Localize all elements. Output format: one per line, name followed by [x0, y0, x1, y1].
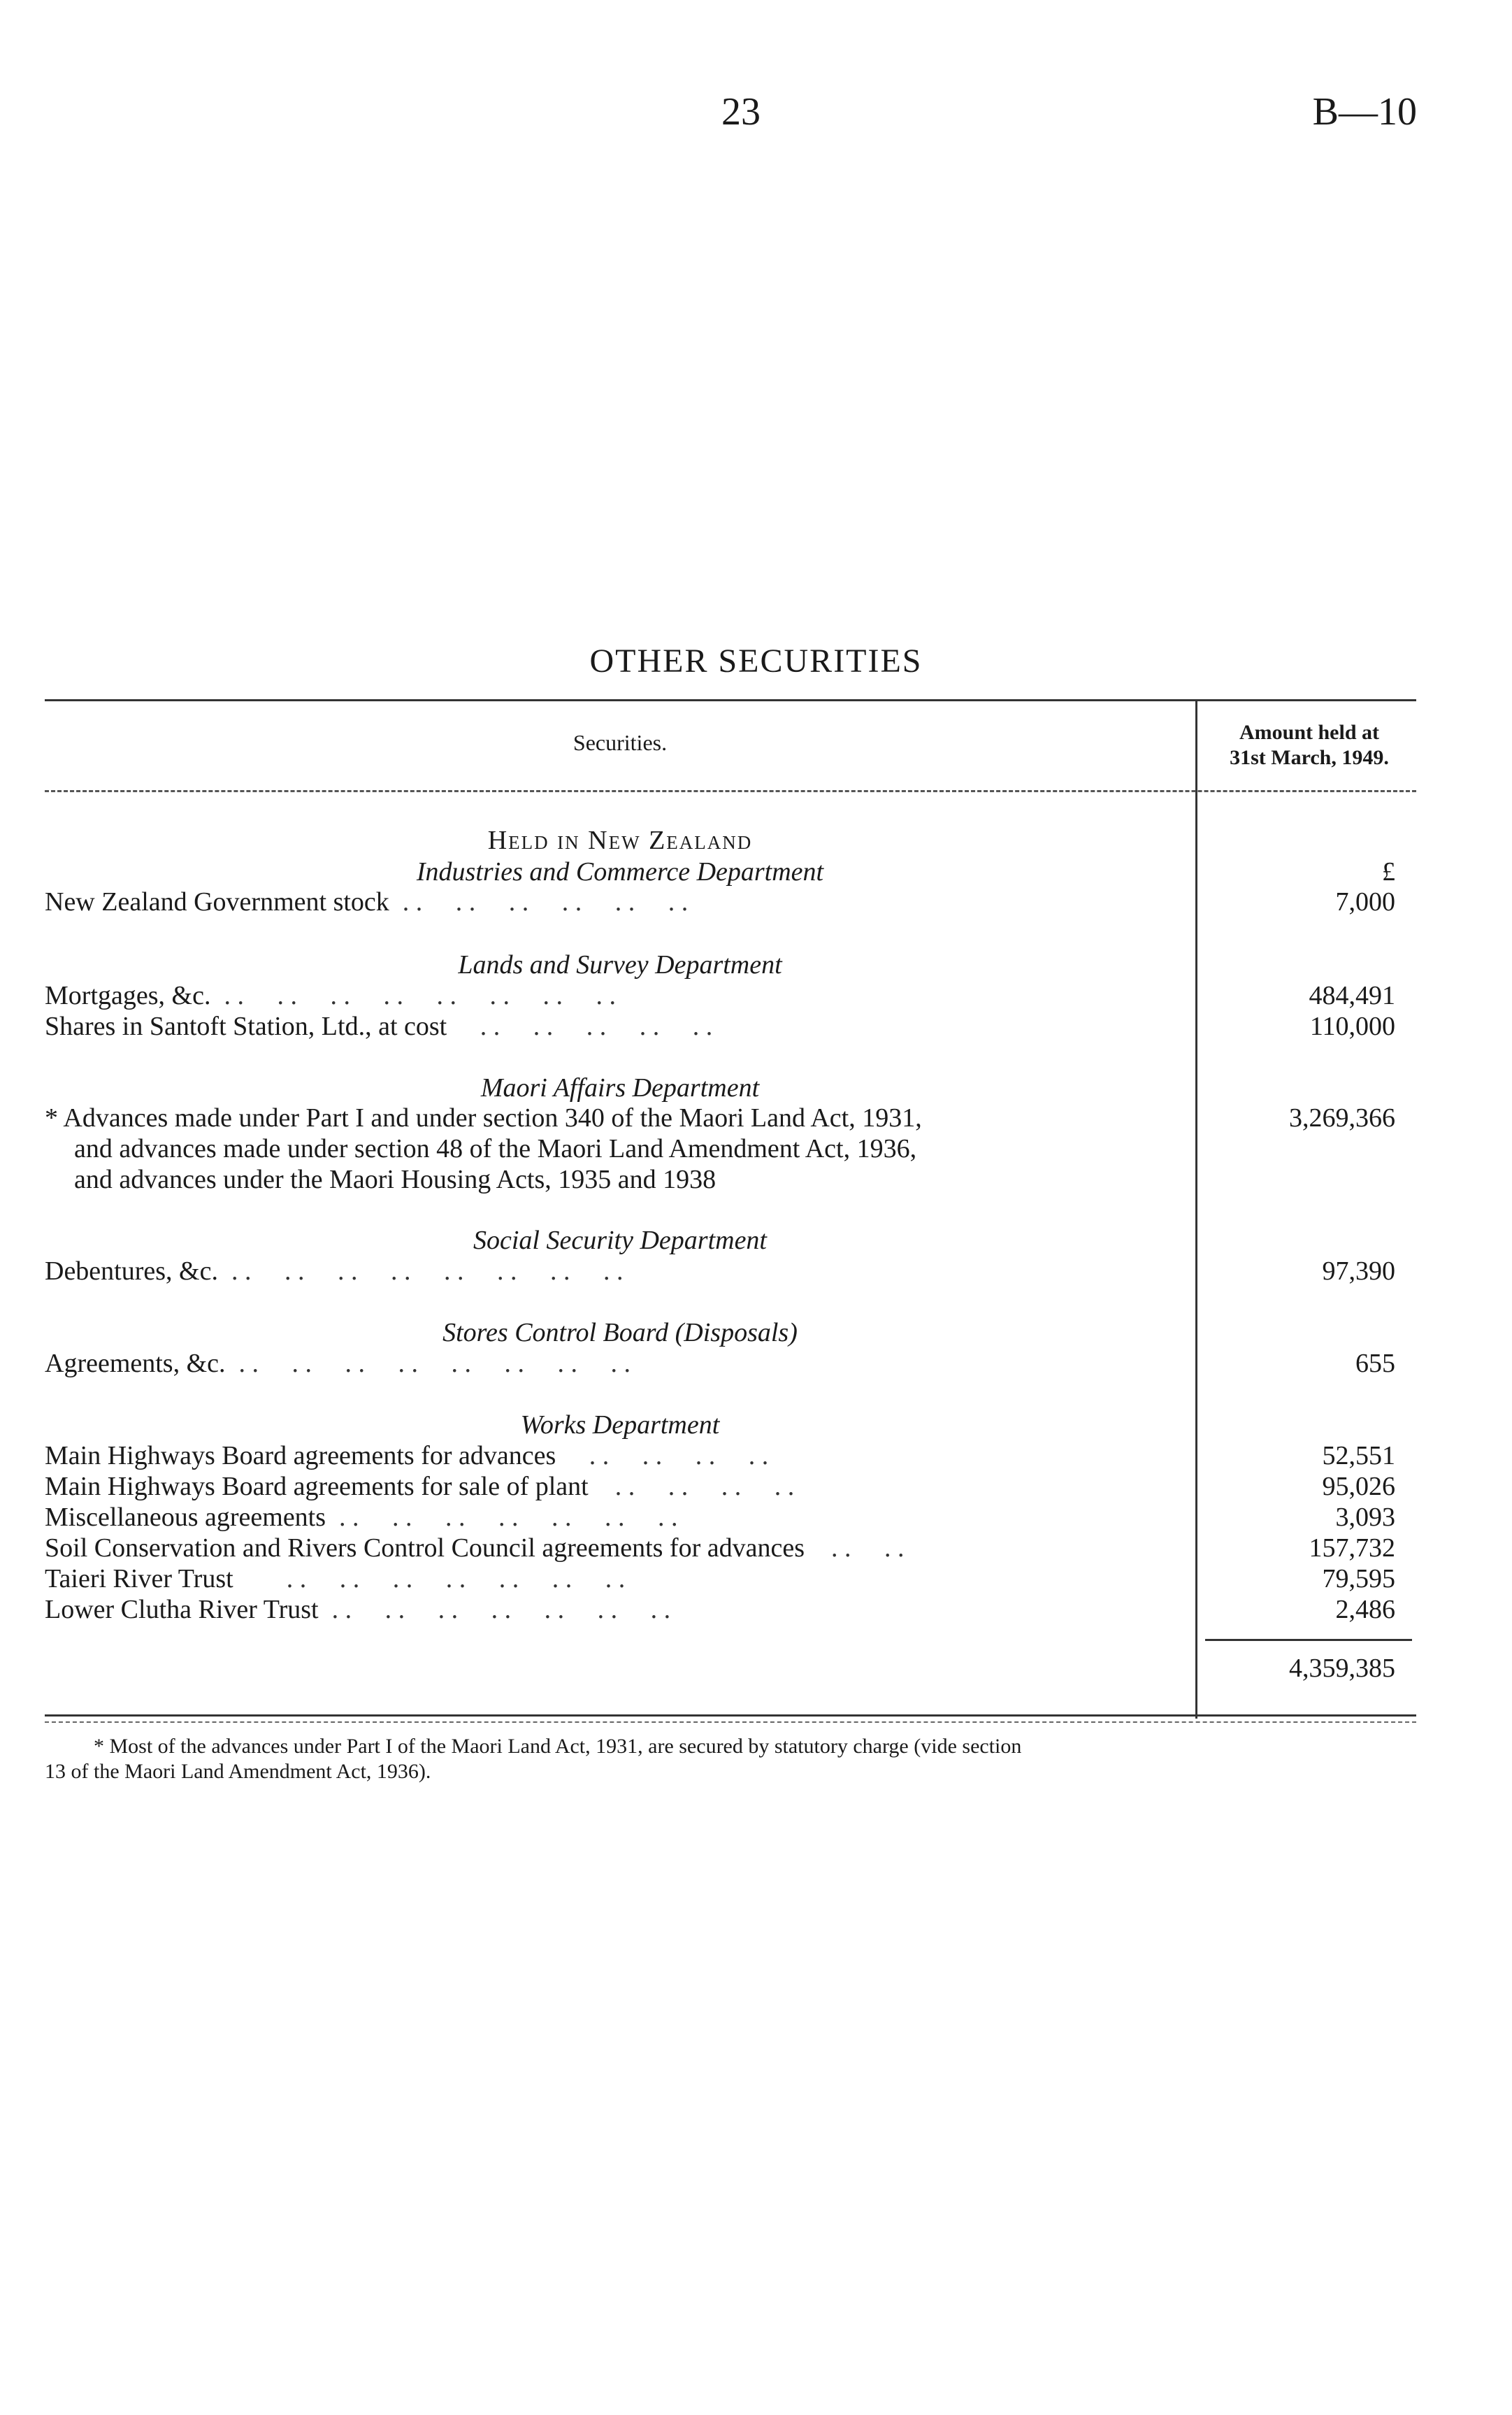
dept-works: Works Department	[520, 1410, 720, 1440]
row-label: Debentures, &c.	[45, 1256, 218, 1286]
row-label: Main Highways Board agreements for advances	[45, 1441, 556, 1470]
dept-social-security: Social Security Department	[473, 1226, 767, 1255]
row-label: Taieri River Trust	[45, 1564, 233, 1593]
table-row	[45, 887, 1184, 917]
row-amount: 484,491	[1309, 981, 1395, 1010]
row-amount: 157,732	[1309, 1533, 1395, 1563]
footnote	[45, 1734, 1416, 1784]
row-label: New Zealand Government stock	[45, 887, 389, 917]
header-rule	[45, 790, 1416, 792]
row-label: Mortgages, &c.	[45, 981, 211, 1010]
row-leader-dots: . . . . . . . . . . . . . . . .	[217, 1256, 624, 1286]
long-line: and advances under the Maori Housing Acts, 1935 and 1938	[74, 1165, 717, 1194]
row-amount: 655	[1355, 1349, 1395, 1378]
row-label: Miscellaneous agreements	[45, 1503, 326, 1532]
table-row	[45, 1594, 1184, 1625]
row-leader-dots: . . . . . . . . . . . .	[389, 887, 689, 917]
long-line: * Advances made under Part I and under section 340 of the Maori Land Act, 1931,	[45, 1103, 922, 1133]
dept-maori-affairs: Maori Affairs Department	[480, 1073, 760, 1103]
dept-stores-control-board: Stores Control Board (Disposals)	[442, 1318, 798, 1347]
row-amount: 7,000	[1335, 887, 1395, 917]
total-amount: 4,359,385	[1289, 1654, 1395, 1683]
securities-table	[45, 699, 1416, 1719]
row-leader-dots: . . . . . . . .	[556, 1441, 769, 1470]
table-row	[45, 1533, 1184, 1563]
row-leader-dots: . . . . . . . . . . . . . . . .	[210, 981, 616, 1010]
column-divider	[1195, 699, 1197, 1719]
table-row	[45, 1471, 1184, 1502]
page-number: 23	[721, 90, 761, 134]
row-amount: 3,093	[1335, 1503, 1395, 1532]
table-row	[45, 1011, 1184, 1042]
row-amount: 97,390	[1322, 1256, 1395, 1286]
row-amount: 3,269,366	[1289, 1103, 1395, 1133]
total-rule	[1205, 1639, 1412, 1641]
header-securities: Securities.	[573, 730, 668, 755]
row-leader-dots: . . . . . . . . . . . . . . . .	[225, 1349, 631, 1378]
maori-advances-text	[45, 1103, 1191, 1195]
header-amount-line1: Amount held at	[1239, 721, 1380, 744]
table-row	[45, 1502, 1184, 1533]
row-leader-dots: . . . .	[805, 1533, 905, 1563]
row-label: Soil Conservation and Rivers Control Council agreements for advances	[45, 1533, 805, 1563]
row-leader-dots: . . . . . . . .	[588, 1472, 795, 1501]
row-leader-dots: . . . . . . . . . . . . . .	[326, 1503, 678, 1532]
footnote-line2: 13 of the Maori Land Amendment Act, 1936).	[45, 1760, 431, 1783]
currency-symbol: £	[1382, 857, 1395, 887]
table-top-rule	[45, 699, 1416, 701]
long-line: and advances made under section 48 of the Maori Land Amendment Act, 1936,	[74, 1134, 917, 1163]
row-label: Agreements, &c.	[45, 1349, 226, 1378]
table-row	[45, 1563, 1184, 1594]
page-title: OTHER SECURITIES	[589, 643, 923, 680]
row-amount: 110,000	[1309, 1012, 1395, 1041]
row-label: Main Highways Board agreements for sale of plant	[45, 1472, 589, 1501]
dept-lands-survey: Lands and Survey Department	[458, 950, 782, 980]
row-amount: 2,486	[1335, 1595, 1395, 1624]
row-leader-dots: . . . . . . . . . .	[447, 1012, 713, 1041]
table-bottom-rule-dashed	[45, 1721, 1416, 1723]
header-amount-line2: 31st March, 1949.	[1230, 746, 1389, 769]
row-amount: 79,595	[1322, 1564, 1395, 1593]
row-leader-dots: . . . . . . . . . . . . . .	[318, 1595, 671, 1624]
table-row	[45, 980, 1184, 1011]
document-code: B—10	[1312, 90, 1417, 134]
table-bottom-rule	[45, 1714, 1416, 1717]
table-row	[45, 1348, 1184, 1379]
dept-industries-commerce: Industries and Commerce Department	[416, 857, 824, 887]
row-leader-dots: . . . . . . . . . . . . . .	[233, 1564, 626, 1593]
table-row	[45, 1440, 1184, 1471]
row-label: Lower Clutha River Trust	[45, 1595, 319, 1624]
row-amount: 52,551	[1322, 1441, 1395, 1470]
row-label: Shares in Santoft Station, Ltd., at cost	[45, 1012, 447, 1041]
header-amount	[1202, 720, 1416, 771]
footnote-line1: * Most of the advances under Part I of the Maori Land Act, 1931, are secured by statutory charge (vide section	[94, 1735, 1022, 1758]
section-heading: Held in New Zealand	[487, 826, 753, 855]
row-amount: 95,026	[1322, 1472, 1395, 1501]
table-row	[45, 1256, 1184, 1287]
